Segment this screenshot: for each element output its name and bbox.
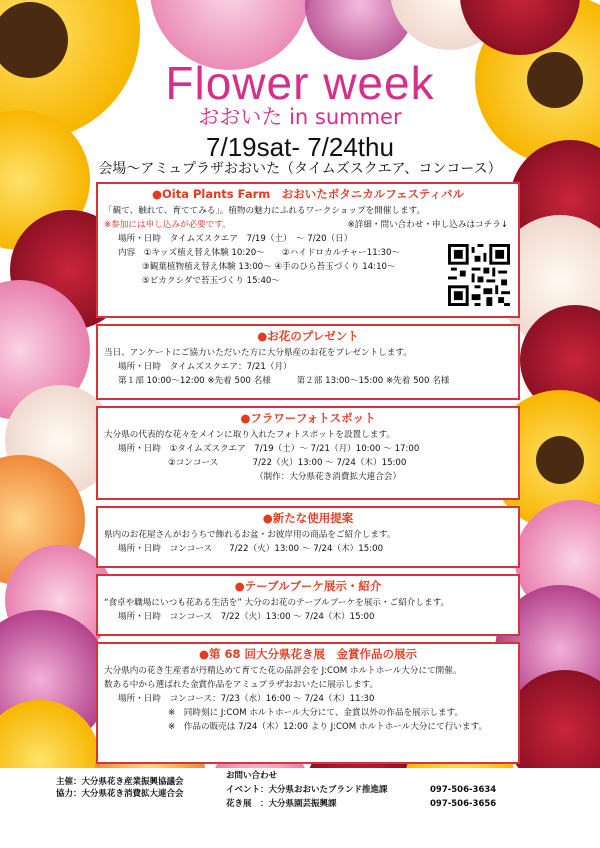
section-place: 場所・日時 コンコース：7/23（水）16:00 ～ 7/24（木）11:30 — [118, 694, 375, 704]
section-note-2: ※ 作品の販売は 7/24（木）12:00 より J:COM ホルトホール大分にて行います。 — [168, 722, 487, 732]
event-dates: 7/19sat- 7/24thu — [206, 132, 394, 162]
section-intro: 大分県の代表的な花々をメインに取り入れたフォトスポットを設置します。 — [104, 430, 395, 440]
section-heading: ●フラワーフォトスポット — [240, 411, 376, 425]
section-intro: “食卓や職場にいつも花ある生活を” 大分のお花のテーブルブーケを展示・ご紹介します。 — [104, 598, 450, 608]
event-subtitle: おおいた in summer — [198, 105, 402, 129]
section-heading: ●第 68 回大分県花き展 金賞作品の展示 — [198, 647, 418, 661]
section-credit: （制作：大分県花き消費拡大連合会） — [254, 472, 402, 482]
section-intro-1: 大分県内の花き生産者が丹精込めて育てた花の品評会を J:COM ホルトホール大分にて開催。 — [104, 666, 462, 676]
section-place: 場所・日時 タイムズスクエア 7/19（土） ～ 7/20（日） — [118, 234, 353, 244]
workshop-line-2: ③観葉植物植え替え体験 13:00～ ④手のひら苔玉づくり 14:10～ — [142, 262, 396, 272]
workshop-line-1: 内容 ①キッズ植え替え体験 10:20～ ②ハイドロカルチャー11:30～ — [118, 248, 401, 258]
section-flower-present — [96, 324, 520, 400]
section-place: 場所・日時 コンコース 7/22（火）13:00 ～ 7/24（木）15:00 — [118, 612, 375, 622]
section-intro: 県内のお花屋さんがおうちで飾れるお盆・お彼岸用の商品をご紹介します。 — [104, 530, 396, 540]
section-heading: ●お花のプレゼント — [257, 329, 359, 343]
event-title: Flower week — [165, 57, 435, 109]
section-photo-spot — [96, 406, 520, 500]
section-intro: 「観て、触れて、育ててみる」。植物の魅力にふれるワークショップを開催します。 — [104, 206, 426, 216]
section-note-1: ※ 同時刻に J:COM ホルトホール大分にて、金賞以外の作品を展示します。 — [168, 708, 464, 718]
footer — [0, 768, 600, 848]
workshop-line-3: ⑤ピカクシダで苔玉づくり 15:40～ — [142, 276, 280, 286]
contact-label: お問い合わせ — [226, 771, 278, 781]
section-place-1: 場所・日時 ①タイムズスクエア 7/19（土）～ 7/21（月）10:00 ～ 17:00 — [118, 444, 420, 454]
section-place: 場所・日時 タイムズスクエア：7/21（月） — [118, 362, 292, 372]
section-place: 場所・日時 コンコース 7/22（火）13:00 ～ 7/24（木）15:00 — [118, 544, 384, 554]
section-heading: ●テーブルブーケ展示・紹介 — [234, 579, 382, 593]
qr-code-icon[interactable] — [448, 244, 510, 306]
section-intro-2: 数ある中から選ばれた金賞作品をアミュプラザおおいたに展示します。 — [104, 680, 379, 690]
section-flower-exhibition — [96, 642, 520, 764]
contact-exhibition-phone: 097-506-3656 — [430, 799, 497, 809]
section-heading: ●新たな使用提案 — [262, 511, 354, 525]
contact-event-phone: 097-506-3634 — [430, 785, 497, 795]
section-new-proposal — [96, 506, 520, 568]
registration-note: ※参加には申し込みが必要です。 — [104, 220, 231, 230]
section-heading: ●Oita Plants Farm おおいたボタニカルフェスティバル — [151, 187, 465, 201]
section-place-2: ②コンコース 7/22（火）13:00 ～ 7/24（木）15:00 — [168, 458, 407, 468]
contact-event-name: イベント：大分県おおいたブランド推進課 — [226, 785, 388, 795]
contact-exhibition-name: 花き展 ：大分県園芸振興課 — [226, 799, 337, 809]
event-venue: 会場～アミュプラザおおいた（タイムズスクエア、コンコース） — [98, 161, 502, 177]
cooperation: 協力：大分県花き消費拡大連合会 — [56, 789, 184, 799]
organizer: 主催：大分県花き産業振興協議会 — [56, 777, 184, 787]
section-table-bouquet — [96, 574, 520, 636]
qr-hint: ※詳細・問い合わせ・申し込みはコチラ↓ — [347, 220, 508, 230]
section-botanical-festival — [96, 182, 520, 318]
section-detail: 第１部 10:00～12:00 ※先着 500 名様 第２部 13:00～15:00 ※先着 500 名様 — [118, 376, 450, 386]
section-intro: 当日、アンケートにご協力いただいた方に大分県産のお花をプレゼントします。 — [104, 348, 412, 358]
